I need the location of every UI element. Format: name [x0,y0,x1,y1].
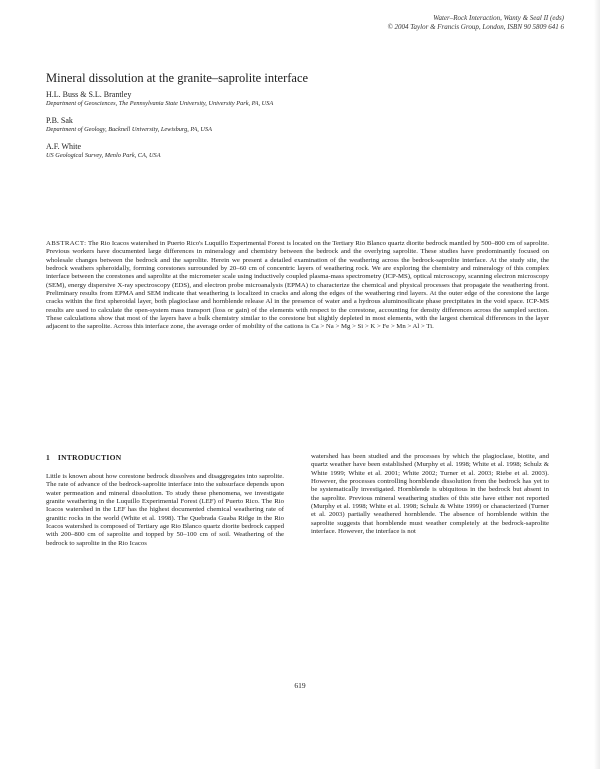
author-name-3: A.F. White [46,142,81,151]
section-title: INTRODUCTION [57,453,122,462]
author-affiliation-1: Department of Geosciences, The Pennsylvania State University, University Park, PA, USA [46,100,274,107]
page-number: 619 [294,681,306,690]
section-number: 1 [46,453,51,462]
author-affiliation-2: Department of Geology, Bucknell University, Lewisburg, PA, USA [46,126,212,133]
body-column-right [311,453,549,536]
body-text-left: Little is known about how corestone bedrock dissolves and disaggregates into saprolite. The rate of advance of the bedrock-saprolite interface into the subsurface depends upon water permeation and mineral dissolution. To study these phenomena, we investigate granite weathering in the Luquillo Experimental Forest (LEF) of Puerto Rico. The Rio Icacos watershed in the LEF has the highest documented chemical weathering rate of granitic rocks in the world (White et al. 1998). The Quebrada Guaba Ridge in the Rio Icacos watershed is composed of Tertiary age Rio Blanco quartz diorite bedrock capped with 200–800 cm of saprolite and topped by 50–100 cm of soil. Weathering of the bedrock to saprolite in the Rio Icacos [46,473,284,547]
section-heading [46,453,284,463]
author-block [46,90,526,168]
author-name-1: H.L. Buss & S.L. Brantley [46,90,132,99]
body-text-right: watershed has been studied and the processes by which the plagioclase, biotite, and quartz weather have been established (Murphy et al. 1998; White et al. 1998; Schulz & White 1999; White et al. 2001; White 2002; Turner et al. 2003; Riebe et al. 2003). However, the processes controlling hornblende dissolution from the bedrock has yet to be systematically investigated. Hornblende is ubiquitous in the bedrock but absent in the saprolite. Previous mineral weathering studies of this site have either not reported (Murphy et al. 1998; White et al. 1998; Schulz & White 1999) or characterized (Turner et al. 2003) partially weathered hornblende. The absence of hornblende within the saprolite suggests that hornblende must weather completely at the bedrock-saprolite interface. However, the interface is not [311,453,549,536]
abstract-label: ABSTRACT: [46,240,87,247]
scan-edge-shadow [594,0,600,769]
paper-title: Mineral dissolution at the granite–saprolite interface [46,71,309,86]
author-affiliation-3: US Geological Survey, Menlo Park, CA, USA [46,152,161,159]
author-name-2: P.B. Sak [46,116,73,125]
body-column-left [46,453,284,548]
abstract [46,240,549,332]
abstract-text: The Rio Icacos watershed in Puerto Rico's Luquillo Experimental Forest is located on the Tertiary Rio Blanco quartz diorite bedrock mantled by 500–800 cm of saprolite. Previous workers have documented large differences in mineralogy and chemistry between the bedrock and the overlying saprolite. These studies have predominantly focused on wholesale changes between the bedrock and the saprolite. Herein we present a detailed examination of the weathering across the bedrock-saprolite interface. At the study site, the bedrock weathers spheroidally, forming corestones surrounded by 20–60 cm of concentric layers of weathering rock. We are exploring the chemistry and mineralogy of this complex interface between the corestones and saprolite at the micrometer scale using inductively coupled plasma-mass spectrometry (ICP-MS), optical microscopy, scanning electron microscopy (SEM), energy dispersive X-ray spectroscopy (EDS), and electron probe microanalysis (EPMA) to characterize the chemical and physical processes that propagate the weathering front. Preliminary results from EPMA and SEM indicate that weathering is localized in cracks and along the edges of the weathering rind layers. At the outer edge of the corestone the large cracks within the first spheroidal layer, both plagioclase and hornblende release Al in the presence of water and a hydrous aluminosilicate phase precipitates in the void space. ICP-MS results are used to calculate the open-system mass transport (loss or gain) of the elements with respect to the corestone, accounting for density differences across the sampled section. These calculations show that most of the layers have a bulk chemistry similar to the corestone but slightly depleted in most elements, with the largest chemical differences in the layer adjacent to the saprolite. Across this interface zone, the average order of mobility of the cations is Ca > Na > Mg > Si > K > Fe > Mn > Al > Ti. [46,240,549,331]
running-head [244,14,564,32]
running-head-line-1: Water–Rock Interaction, Wanty & Seal II (eds) [433,14,564,22]
running-head-line-2: © 2004 Taylor & Francis Group, London, ISBN 90 5809 641 6 [387,23,564,31]
